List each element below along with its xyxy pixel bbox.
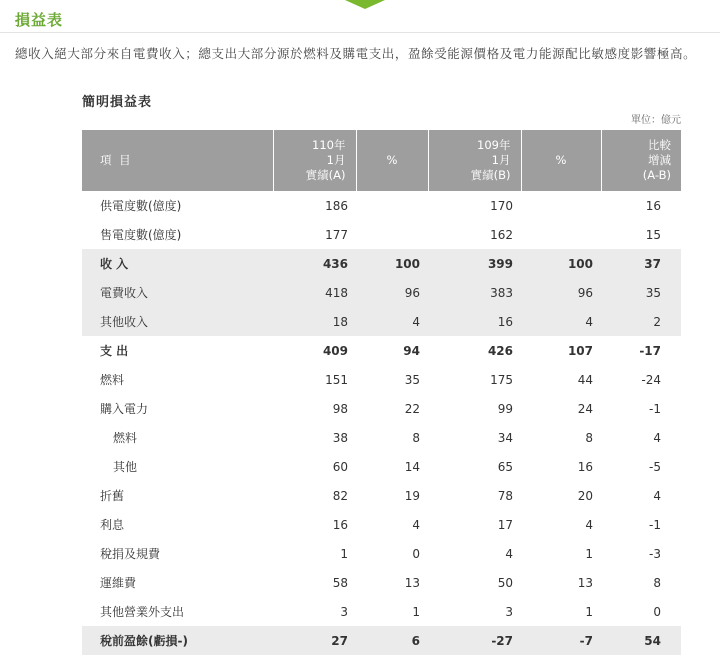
row-diff: -1: [649, 517, 661, 532]
row-value-a: 27: [273, 626, 356, 655]
header-a-year: 110年: [312, 138, 346, 152]
table-row: [82, 394, 681, 423]
row-pct-a: 13: [404, 575, 420, 590]
row-pct-a: 14: [404, 459, 420, 474]
row-pct-b: 4: [585, 517, 593, 532]
row-value-b: 99: [497, 401, 513, 416]
table-row: [82, 568, 681, 597]
row-pct-b: 20: [577, 488, 593, 503]
row-value-a: 98: [332, 401, 348, 416]
row-value-a: 151: [325, 372, 348, 387]
row-pct-b: [521, 220, 601, 249]
header-diff-line3: (A-B): [642, 168, 671, 182]
row-label: 稅前盈餘(虧損-): [82, 626, 273, 655]
table-row-total-expense: [82, 336, 681, 365]
row-pct-b: 96: [521, 278, 601, 307]
row-pct-b: 8: [585, 430, 593, 445]
row-value-a: 38: [332, 430, 348, 445]
row-value-b: 50: [497, 575, 513, 590]
row-value-b: 78: [497, 488, 513, 503]
row-pct-a: 6: [356, 626, 428, 655]
row-pct-a: 1: [412, 604, 420, 619]
income-statement-table: [82, 130, 681, 655]
row-pct-a: 100: [356, 249, 428, 278]
row-pct-a: [356, 220, 428, 249]
row-pct-a: [356, 191, 428, 220]
row-label: 燃料: [113, 431, 138, 445]
summary-text: 總收入絕大部分來自電費收入；總支出大部分源於燃料及購電支出，盈餘受能源價格及電力能源配比敏感度影響極高。: [15, 46, 697, 61]
header-b-label: 實績(B): [470, 168, 511, 182]
section-pointer-arrow: [345, 0, 385, 9]
row-pct-b: 100: [521, 249, 601, 278]
row-diff: 15: [645, 227, 661, 242]
table-row: [82, 307, 681, 336]
row-pct-b: 16: [577, 459, 593, 474]
row-value-b: 3: [505, 604, 513, 619]
row-value-a: 418: [273, 278, 356, 307]
table-row-total-revenue: [82, 249, 681, 278]
table-row: [82, 597, 681, 626]
table-header-row: [82, 130, 681, 191]
row-pct-b: 44: [577, 372, 593, 387]
header-actual-b: [428, 130, 521, 191]
row-diff: 16: [645, 198, 661, 213]
row-diff: 8: [653, 575, 661, 590]
table-row: [82, 278, 681, 307]
header-diff-line1: 比較: [648, 138, 671, 152]
row-value-a: 3: [340, 604, 348, 619]
header-pct-a: %: [356, 130, 428, 191]
row-value-a: 58: [332, 575, 348, 590]
row-diff: -17: [639, 343, 661, 358]
row-label: 支 出: [100, 344, 129, 358]
row-pct-a: 4: [412, 517, 420, 532]
row-diff: 4: [653, 488, 661, 503]
table-row: [82, 365, 681, 394]
row-diff: 0: [653, 604, 661, 619]
row-pct-b: 4: [521, 307, 601, 336]
row-pct-a: 0: [412, 546, 420, 561]
header-a-month: 1月: [326, 153, 346, 167]
title-divider: [0, 32, 720, 33]
row-label: 收 入: [82, 249, 273, 278]
header-diff: [601, 130, 681, 191]
row-value-a: 18: [273, 307, 356, 336]
row-value-a: 436: [273, 249, 356, 278]
row-diff: 4: [653, 430, 661, 445]
row-value-b: 17: [497, 517, 513, 532]
row-pct-b: 1: [585, 546, 593, 561]
table-row: [82, 452, 681, 481]
row-label: 其他: [113, 460, 138, 474]
section-title: 損益表: [15, 11, 64, 29]
row-value-b: 426: [487, 343, 513, 358]
row-value-a: 60: [332, 459, 348, 474]
row-value-b: 65: [497, 459, 513, 474]
header-pct-b: %: [521, 130, 601, 191]
table-row: [82, 220, 681, 249]
header-a-label: 實績(A): [305, 168, 346, 182]
row-diff: -3: [649, 546, 661, 561]
row-pct-b: 13: [577, 575, 593, 590]
row-value-a: 16: [332, 517, 348, 532]
row-diff: 35: [601, 278, 681, 307]
row-value-b: 170: [490, 198, 513, 213]
row-value-b: 162: [490, 227, 513, 242]
table-row: [82, 510, 681, 539]
row-diff: 2: [601, 307, 681, 336]
table-row: [82, 481, 681, 510]
row-label: 利息: [100, 518, 125, 532]
table-row: [82, 423, 681, 452]
table-row-pretax-income: [82, 626, 681, 655]
row-label: 售電度數(億度): [100, 228, 182, 242]
row-diff: 54: [601, 626, 681, 655]
row-value-a: 177: [325, 227, 348, 242]
row-label: 運維費: [100, 576, 137, 590]
row-label: 稅捐及規費: [100, 547, 161, 561]
row-value-b: -27: [428, 626, 521, 655]
row-value-a: 82: [332, 488, 348, 503]
header-b-month: 1月: [491, 153, 511, 167]
row-label: 燃料: [100, 373, 125, 387]
table-row: [82, 191, 681, 220]
row-pct-a: 94: [403, 343, 420, 358]
row-diff: -1: [649, 401, 661, 416]
row-label: 其他收入: [82, 307, 273, 336]
header-item: 項 目: [82, 130, 273, 191]
row-value-a: 409: [322, 343, 348, 358]
row-diff: -5: [649, 459, 661, 474]
row-pct-a: 8: [412, 430, 420, 445]
row-pct-b: [521, 191, 601, 220]
row-value-b: 16: [428, 307, 521, 336]
row-pct-a: 19: [404, 488, 420, 503]
row-label: 折舊: [100, 489, 125, 503]
row-label: 供電度數(億度): [100, 199, 182, 213]
header-actual-a: [273, 130, 356, 191]
row-value-b: 34: [497, 430, 513, 445]
row-label: 電費收入: [82, 278, 273, 307]
row-pct-b: -7: [521, 626, 601, 655]
row-value-a: 1: [340, 546, 348, 561]
row-pct-a: 96: [356, 278, 428, 307]
row-pct-a: 4: [356, 307, 428, 336]
row-label: 購入電力: [100, 402, 149, 416]
row-value-b: 175: [490, 372, 513, 387]
row-diff: 37: [601, 249, 681, 278]
row-label: 其他營業外支出: [100, 605, 185, 619]
row-value-b: 383: [428, 278, 521, 307]
table-title: 簡明損益表: [82, 95, 153, 110]
row-value-b: 4: [505, 546, 513, 561]
row-pct-a: 22: [404, 401, 420, 416]
header-diff-line2: 增減: [648, 153, 671, 167]
row-pct-b: 107: [567, 343, 593, 358]
header-b-year: 109年: [477, 138, 511, 152]
row-value-a: 186: [325, 198, 348, 213]
row-value-b: 399: [428, 249, 521, 278]
row-pct-a: 35: [404, 372, 420, 387]
row-diff: -24: [641, 372, 661, 387]
unit-label: 單位：億元: [631, 115, 681, 126]
row-pct-b: 1: [585, 604, 593, 619]
row-pct-b: 24: [577, 401, 593, 416]
table-row: [82, 539, 681, 568]
